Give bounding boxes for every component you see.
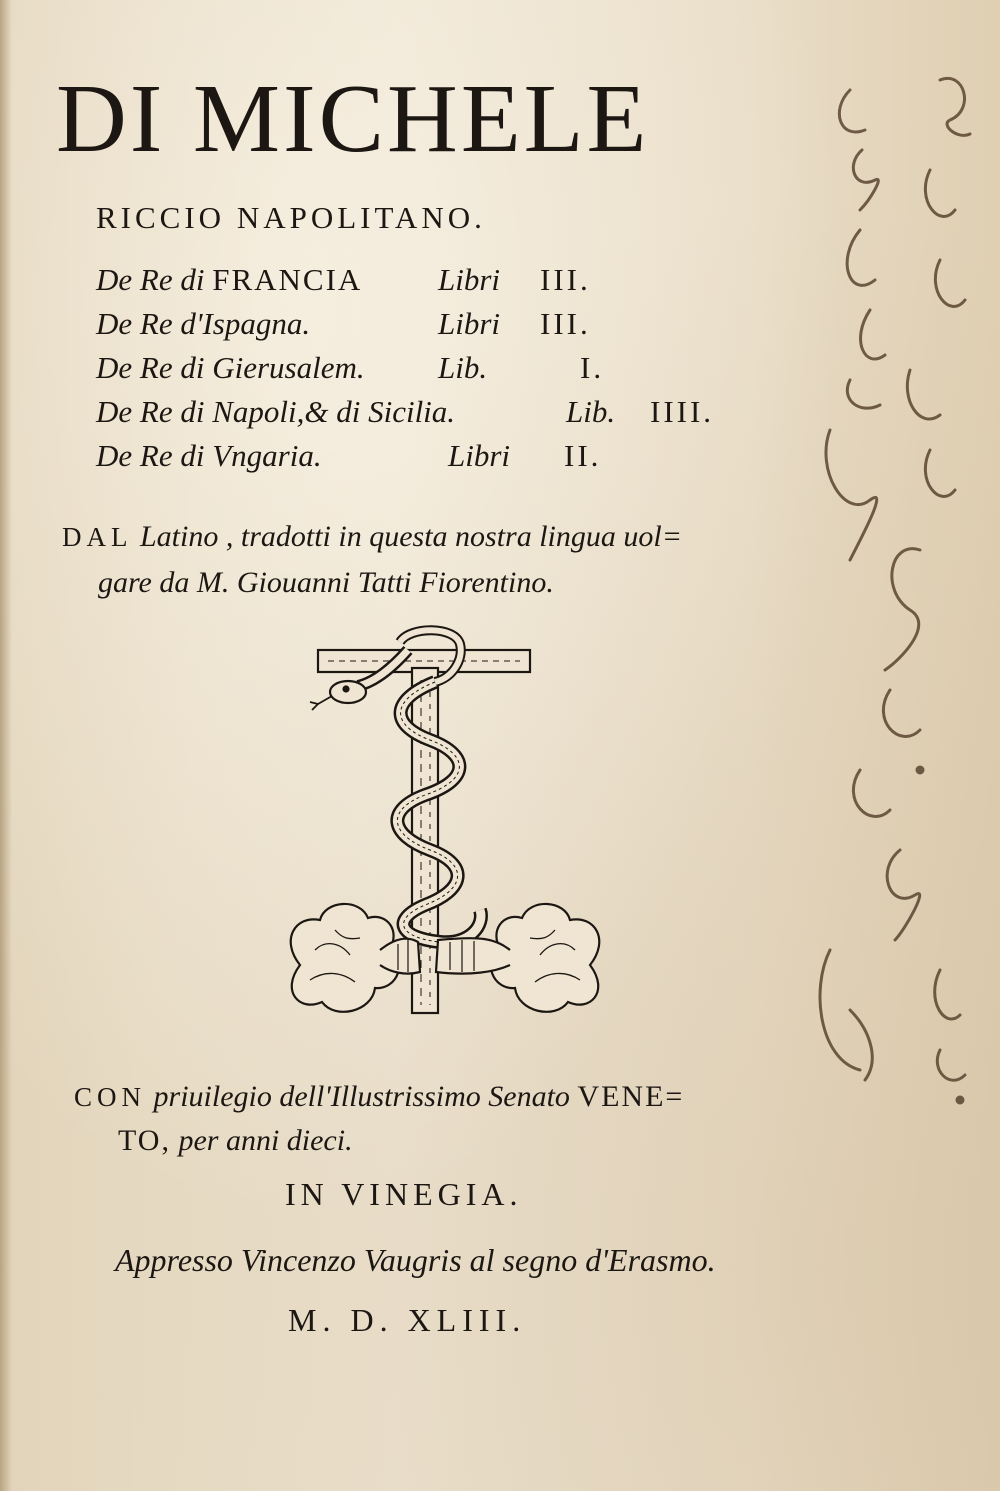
privilege-line-2: TO, per anni dieci. <box>118 1124 353 1157</box>
book-entry-count: II. <box>564 438 602 473</box>
book-entry-name: De Re di FRANCIA <box>96 262 363 297</box>
book-entry-name: De Re di Gierusalem. <box>96 350 365 385</box>
book-entry-count: III. <box>540 262 591 297</box>
book-entry-libri: Libri <box>438 306 501 341</box>
book-entry-name: De Re di Vngaria. <box>96 438 322 473</box>
imprint-printer: Appresso Vincenzo Vaugris al segno d'Erasmo. <box>115 1242 716 1278</box>
manuscript-ownership-inscription-icon <box>790 70 990 1110</box>
book-entry-count: III. <box>540 306 591 341</box>
book-entry-libri: Lib. <box>438 350 488 385</box>
translation-line-2: gare da M. Giouanni Tatti Fiorentino. <box>98 566 554 599</box>
book-entry-name: De Re d'Ispagna. <box>96 306 311 341</box>
privilege-lead: CON <box>74 1082 147 1112</box>
privilege-line-1: CON priuilegio dell'Illustrissimo Senato VENE= <box>74 1080 685 1113</box>
printers-device-serpent-cross-icon <box>280 620 610 1070</box>
book-title: DI MICHELE <box>56 65 650 173</box>
translation-lead: DAL <box>62 522 133 552</box>
book-entry-libri: Libri <box>448 438 511 473</box>
translation-line-1: DAL Latino , tradotti in questa nostra lingua uol= <box>62 520 682 553</box>
imprint-place: IN VINEGIA. <box>285 1176 523 1212</box>
book-entry-name: De Re di Napoli,& di Sicilia. <box>96 394 456 429</box>
book-entry-libri: Lib. <box>566 394 616 429</box>
book-entry-count: I. <box>580 350 605 385</box>
page-edge <box>0 0 12 1491</box>
author-subtitle: RICCIO NAPOLITANO. <box>96 200 486 235</box>
book-entry-libri: Libri <box>438 262 501 297</box>
book-entry-count: IIII. <box>650 394 715 429</box>
imprint-date: M. D. XLIII. <box>288 1302 527 1338</box>
